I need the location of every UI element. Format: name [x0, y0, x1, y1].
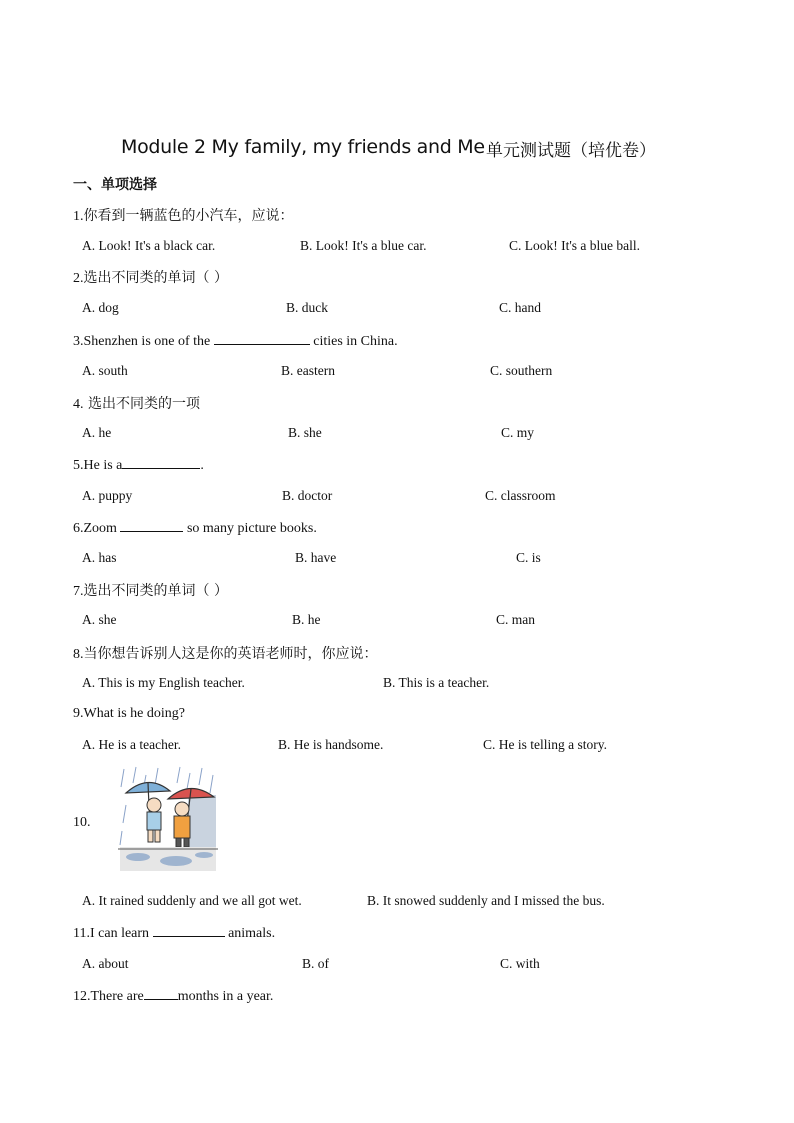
question-11 [73, 924, 275, 942]
answer-blank[interactable] [122, 456, 200, 469]
question-3 [73, 332, 398, 350]
question-12 [73, 987, 273, 1005]
question-2 [73, 267, 228, 287]
option-9b: B. He is handsome. [278, 737, 384, 752]
question-text-after: animals. [224, 926, 276, 941]
question-text: What is he doing? [83, 706, 185, 721]
question-text: 当你想告诉别人这是你的英语老师时，你应说： [83, 646, 378, 662]
option-5a: A. puppy [82, 488, 133, 503]
option-6b: B. have [295, 550, 337, 565]
option-8b: B. This is a teacher. [383, 675, 490, 690]
question-6 [73, 519, 317, 537]
option-3a: A. south [82, 363, 128, 378]
question-9 [73, 706, 185, 722]
question-text-before: There are [90, 989, 144, 1004]
option-10a: A. It rained suddenly and we all got wet. [82, 893, 302, 908]
option-1a: A. Look! It's a black car. [82, 238, 216, 253]
answer-blank[interactable] [144, 987, 178, 1000]
question-7 [73, 580, 228, 600]
option-11a: A. about [82, 956, 129, 971]
question-number: 10. [73, 815, 91, 830]
question-number: 7. [73, 584, 84, 599]
option-3b: B. eastern [281, 363, 335, 378]
page-subtitle: 单元测试题（培优卷） [486, 141, 656, 161]
question-4 [73, 393, 200, 413]
rain-illustration [118, 765, 218, 873]
option-9c: C. He is telling a story. [483, 737, 607, 752]
option-9a: A. He is a teacher. [82, 737, 181, 752]
question-text-before: I can learn [89, 926, 153, 941]
option-7b: B. he [292, 612, 321, 627]
option-8a: A. This is my English teacher. [82, 675, 245, 690]
option-2b: B. duck [286, 300, 328, 315]
answer-blank[interactable] [214, 332, 310, 345]
option-4c: C. my [501, 425, 535, 440]
option-1c: C. Look! It's a blue ball. [509, 238, 641, 253]
question-text-before: Zoom [83, 521, 121, 536]
question-8 [73, 643, 378, 663]
question-10 [73, 815, 91, 831]
question-number: 9. [73, 706, 84, 721]
question-text: 选出不同类的一项 [83, 396, 200, 412]
question-text: 选出不同类的单词（ ） [83, 270, 228, 286]
question-number: 5. [73, 458, 84, 473]
question-text-after: . [200, 458, 204, 473]
page-title: Module 2 My family, my friends and Me [121, 136, 485, 158]
option-2a: A. dog [82, 300, 119, 315]
option-5b: B. doctor [282, 488, 333, 503]
option-6a: A. has [82, 550, 117, 565]
question-number: 3. [73, 334, 84, 349]
option-7a: A. she [82, 612, 117, 627]
question-number: 2. [73, 271, 84, 286]
option-10b: B. It snowed suddenly and I missed the bus. [367, 893, 605, 908]
question-text-before: He is a [83, 458, 123, 473]
question-text: 你看到一辆蓝色的小汽车，应说： [83, 208, 294, 224]
option-3c: C. southern [490, 363, 553, 378]
question-number: 8. [73, 647, 84, 662]
question-1 [73, 205, 294, 225]
option-7c: C. man [496, 612, 535, 627]
section-heading: 一、单项选择 [73, 177, 157, 193]
option-11c: C. with [500, 956, 540, 971]
question-text-before: Shenzhen is one of the [83, 334, 214, 349]
option-4a: A. he [82, 425, 112, 440]
answer-blank[interactable] [120, 519, 183, 532]
question-text-after: cities in China. [309, 334, 398, 349]
question-number: 12. [73, 989, 91, 1004]
question-number: 1. [73, 209, 84, 224]
option-5c: C. classroom [485, 488, 556, 503]
answer-blank[interactable] [153, 924, 225, 937]
option-1b: B. Look! It's a blue car. [300, 238, 427, 253]
question-text-after: months in a year. [177, 989, 274, 1004]
option-2c: C. hand [499, 300, 541, 315]
question-number: 11. [73, 926, 90, 941]
option-6c: C. is [516, 550, 541, 565]
question-number: 4. [73, 397, 84, 412]
option-11b: B. of [302, 956, 329, 971]
option-4b: B. she [288, 425, 322, 440]
question-text: 选出不同类的单词（ ） [83, 583, 228, 599]
question-text-after: so many picture books. [183, 521, 317, 536]
question-5 [73, 456, 204, 474]
question-number: 6. [73, 521, 84, 536]
